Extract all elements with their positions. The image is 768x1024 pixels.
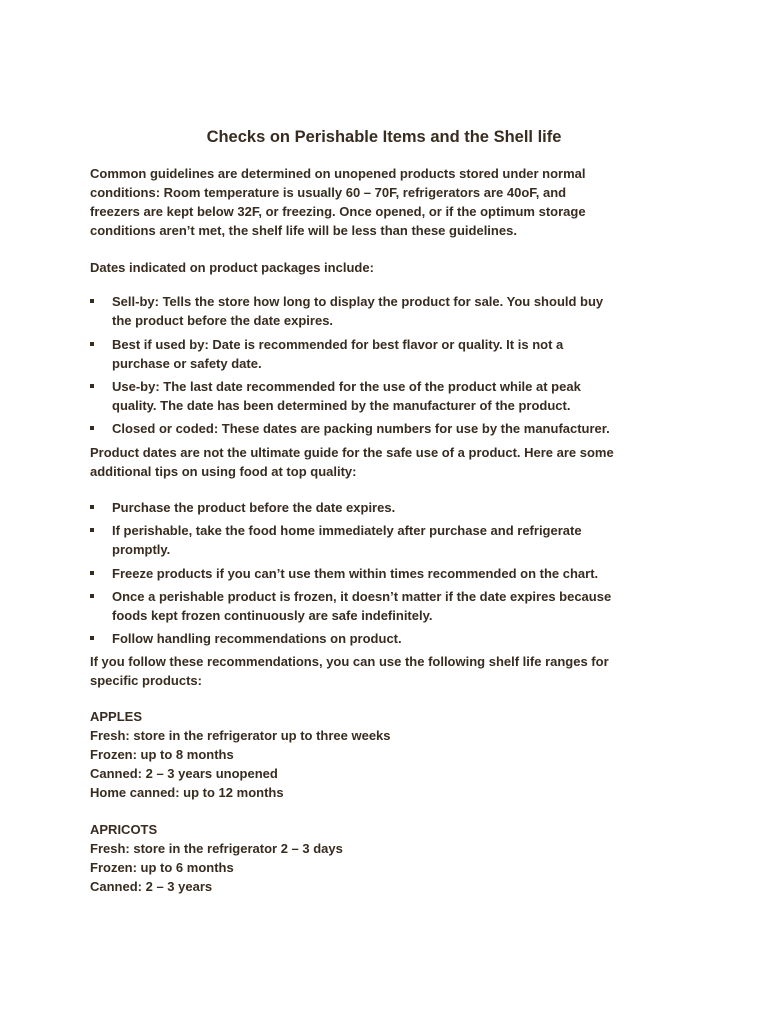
tips-intro-paragraph [90,443,690,481]
ranges-intro-paragraph [90,652,690,690]
text-line: promptly. [112,542,171,557]
text-line: Use-by: The last date recommended for the use of the product while at peak [112,379,581,394]
text-line: Product dates are not the ultimate guide for the safe use of a product. Here are some [90,445,614,460]
text-line: Home canned: up to 12 months [90,785,284,800]
text-line: purchase or safety date. [112,356,262,371]
text-line: conditions: Room temperature is usually 60 – 70F, refrigerators are 40oF, and [90,185,567,200]
product-section-apples [90,707,690,802]
text-line: specific products: [90,673,202,688]
text-line: Closed or coded: These dates are packing numbers for use by the manufacturer. [112,421,610,436]
text-line: Common guidelines are determined on unopened products stored under normal [90,166,586,181]
text-line: Sell-by: Tells the store how long to display the product for sale. You should buy [112,294,604,309]
product-name: APPLES [90,709,143,724]
product-name: APRICOTS [90,822,158,837]
bullet-icon [90,299,94,303]
text-line: Frozen: up to 6 months [90,860,234,875]
text-line: If perishable, take the food home immediately after purchase and refrigerate [112,523,582,538]
bullet-icon [90,571,94,575]
text-line: Canned: 2 – 3 years [90,879,213,894]
bullet-icon [90,594,94,598]
text-line: Freeze products if you can’t use them within times recommended on the chart. [112,566,599,581]
text-line: additional tips on using food at top quality: [90,464,357,479]
text-line: quality. The date has been determined by the manufacturer of the product. [112,398,571,413]
text-line: the product before the date expires. [112,313,334,328]
text-line: Best if used by: Date is recommended for best flavor or quality. It is not a [112,337,564,352]
text-line: Follow handling recommendations on product. [112,631,402,646]
bullet-icon [90,342,94,346]
text-line: conditions aren’t met, the shelf life will be less than these guidelines. [90,223,517,238]
bullet-icon [90,528,94,532]
text-line: Frozen: up to 8 months [90,747,234,762]
intro-paragraph [90,164,690,240]
product-section-apricots [90,820,690,896]
text-line: Purchase the product before the date expires. [112,500,396,515]
text-line: foods kept frozen continuously are safe indefinitely. [112,608,433,623]
text-line: Fresh: store in the refrigerator 2 – 3 days [90,841,343,856]
bullet-icon [90,426,94,430]
text-line: If you follow these recommendations, you can use the following shelf life ranges for [90,654,609,669]
dates-heading: Dates indicated on product packages include: [90,260,374,275]
text-line: freezers are kept below 32F, or freezing. Once opened, or if the optimum storage [90,204,586,219]
text-line: Once a perishable product is frozen, it doesn’t matter if the date expires because [112,589,612,604]
text-line: Canned: 2 – 3 years unopened [90,766,278,781]
bullet-icon [90,384,94,388]
text-line: Fresh: store in the refrigerator up to three weeks [90,728,391,743]
document-title: Checks on Perishable Items and the Shell life [206,128,562,146]
bullet-icon [90,505,94,509]
bullet-icon [90,636,94,640]
